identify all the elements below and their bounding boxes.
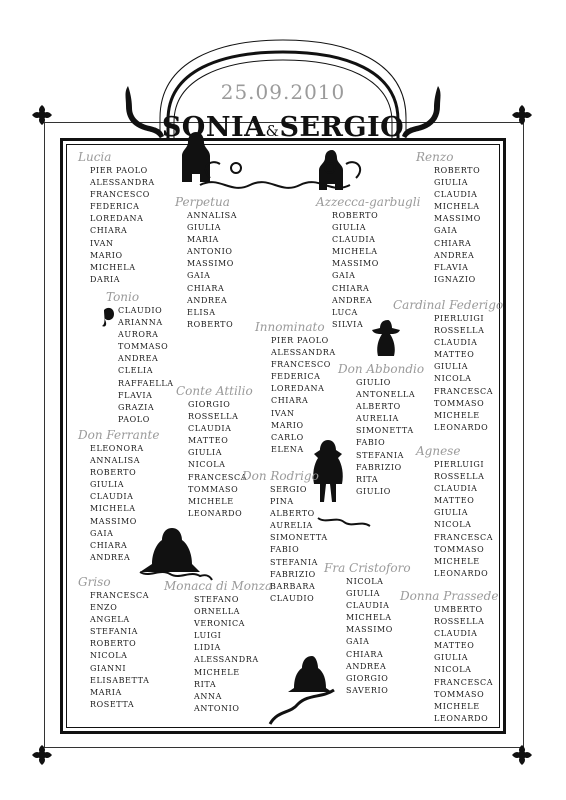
guest-name: PIERLUIGI [434, 314, 485, 323]
guest-name: GAIA [187, 271, 211, 281]
table-name: Perpetua [175, 195, 230, 209]
guest-name: ENZO [90, 603, 118, 613]
guest-name: GIULIO [356, 486, 391, 496]
guest-name: LUIGI [194, 631, 222, 641]
guest-name: SIMONETTA [356, 426, 414, 436]
guest-name: ALESSANDRA [271, 348, 336, 358]
guest-name: FRANCESCA [434, 386, 494, 396]
guest-name: ORNELLA [194, 607, 241, 617]
guest-name: NICOLA [434, 374, 472, 384]
guest-name: AURELIA [356, 414, 399, 424]
guest-name: FABRIZIO [270, 569, 316, 579]
guest-name: LEONARDO [434, 568, 489, 578]
guest-name: GIULIA [434, 508, 469, 518]
wedding-date: 25.09.2010 [220, 80, 346, 104]
guest-name: DARIA [90, 274, 121, 284]
guest-name: AURORA [118, 330, 159, 340]
guest-name: ROBERTO [187, 319, 234, 329]
table-name: Tonio [106, 290, 140, 304]
ampersand: & [265, 122, 280, 140]
guest-name: MICHELE [188, 496, 234, 506]
guest-name: CHIARA [187, 283, 225, 293]
guest-name: GIULIA [434, 178, 469, 188]
guest-name: ELISABETTA [90, 675, 150, 685]
guest-name: CHIARA [434, 238, 472, 248]
guest-name: CLAUDIA [434, 338, 478, 348]
guest-name: GIULIA [434, 653, 469, 663]
guest-name: CLAUDIA [332, 235, 376, 245]
table-tonio [106, 290, 174, 426]
guest-name: ROSSELLA [434, 472, 485, 482]
guest-name: GAIA [332, 271, 356, 281]
guest-name: CHIARA [90, 226, 128, 236]
table-name: Agnese [416, 444, 461, 458]
guest-name: FEDERICA [90, 202, 140, 212]
table-perpetua [175, 195, 237, 331]
guest-name: MICHELA [346, 613, 392, 623]
table-name: Fra Cristoforo [324, 561, 411, 575]
table-cardinal-federigo [393, 298, 503, 434]
guest-name: ROBERTO [90, 639, 137, 649]
guest-name: RAFFAELLA [118, 378, 174, 388]
guest-name: ANTONIO [187, 247, 233, 257]
guest-name: NICOLA [434, 665, 472, 675]
guest-name: CLAUDIA [346, 601, 390, 611]
guest-name: ARIANNA [118, 318, 163, 328]
guest-name: MASSIMO [346, 625, 393, 635]
guest-name: MICHELA [90, 262, 136, 272]
table-renzo [416, 150, 481, 286]
guest-name: MATTEO [434, 496, 475, 506]
guest-name: CHIARA [346, 649, 384, 659]
guest-name: LUCA [332, 307, 358, 317]
guest-name: CLAUDIO [118, 306, 163, 315]
table-name: Don Rodrigo [242, 469, 319, 483]
guest-name: LEONARDO [188, 508, 243, 518]
guest-name: ANDREA [346, 661, 387, 671]
guest-name: ANDREA [332, 295, 373, 305]
guest-name: PAOLO [118, 414, 150, 424]
guest-name: TOMMASO [434, 398, 485, 408]
guest-name: MICHELA [434, 202, 480, 212]
guest-name: GIULIA [90, 480, 125, 490]
guest-name: PIER PAOLO [271, 336, 329, 345]
guest-name: FRANCESCA [188, 472, 248, 482]
table-name: Don Abbondio [338, 362, 425, 376]
guest-name: MATTEO [434, 641, 475, 651]
guest-name: PINA [270, 497, 294, 507]
guest-name: ANTONIO [194, 703, 240, 713]
guest-name: ANDREA [118, 354, 159, 364]
guest-name: FRANCESCA [434, 677, 494, 687]
guest-name: STEFANIA [270, 557, 319, 567]
guest-name: GIULIA [188, 448, 223, 458]
guest-name: ROBERTO [90, 468, 137, 478]
guest-name: ELENA [271, 444, 304, 454]
guest-name: IGNAZIO [434, 274, 476, 284]
guest-name: ELEONORA [90, 444, 144, 453]
guest-name: STEFANO [194, 595, 240, 604]
guest-name: GIULIA [346, 589, 381, 599]
guest-name: FRANCESCA [434, 532, 494, 542]
guest-name: CLAUDIA [188, 424, 232, 434]
guest-name: MICHELE [434, 556, 480, 566]
guest-name: VERONICA [194, 619, 246, 629]
guest-name: MARIA [90, 687, 122, 697]
guest-name: MASSIMO [434, 214, 481, 224]
guest-name: CLAUDIA [434, 629, 478, 639]
guest-name: CHIARA [271, 396, 309, 406]
guest-name: TOMMASO [434, 689, 485, 699]
guest-name: MICHELE [434, 410, 480, 420]
guest-name: ROBERTO [434, 166, 481, 175]
guest-name: GIANNI [90, 663, 127, 673]
table-lucia [78, 150, 155, 286]
guest-name: MASSIMO [90, 516, 137, 526]
guest-name: LEONARDO [434, 713, 489, 723]
guest-name: MICHELA [90, 504, 136, 514]
table-don-rodrigo [242, 469, 328, 605]
guest-name: ALESSANDRA [90, 178, 155, 188]
table-griso [78, 575, 149, 711]
guest-name: CHIARA [332, 283, 370, 293]
guest-name: LIDIA [194, 643, 221, 653]
bride-name: SONIA [161, 112, 266, 143]
guest-name: STEFANIA [356, 450, 405, 460]
guest-name: ANDREA [187, 295, 228, 305]
guest-name: RITA [356, 474, 379, 484]
guest-name: TOMMASO [118, 342, 169, 352]
guest-name: NICOLA [188, 460, 226, 470]
guest-name: GAIA [434, 226, 458, 236]
guest-name: LOREDANA [90, 214, 144, 224]
guest-name: ANNA [194, 691, 222, 701]
guest-name: ANTONELLA [356, 390, 416, 400]
table-fra-cristoforo [324, 561, 411, 697]
table-name: Monaca di Monza [164, 579, 273, 593]
guest-name: FLAVIA [118, 390, 153, 400]
table-name: Don Ferrante [78, 428, 160, 442]
guest-name: SILVIA [332, 319, 364, 329]
guest-name: MICHELE [434, 701, 480, 711]
guest-name: BARBARA [270, 581, 316, 591]
guest-name: ROSSELLA [434, 617, 485, 627]
guest-name: GRAZIA [118, 402, 155, 412]
guest-name: GIORGIO [346, 673, 389, 683]
guest-name: FABIO [356, 438, 386, 448]
guest-name: ALBERTO [270, 509, 315, 519]
table-name: Donna Prassede [400, 589, 499, 603]
guest-name: MASSIMO [332, 259, 379, 269]
table-donna-prassede [400, 589, 498, 725]
guest-name: ANDREA [434, 250, 475, 260]
guest-name: ANNALISA [90, 456, 141, 466]
table-name: Azzecca-garbugli [316, 195, 421, 209]
guest-name: UMBERTO [434, 605, 483, 614]
guest-name: ROSSELLA [188, 412, 239, 422]
guest-name: ANGELA [90, 615, 130, 625]
guest-name: NICOLA [434, 520, 472, 530]
guest-name: LOREDANA [271, 384, 325, 394]
couple-names [0, 112, 566, 143]
guest-name: MARIO [271, 420, 304, 430]
guest-name: SAVERIO [346, 685, 389, 695]
guest-name: PIER PAOLO [90, 166, 148, 175]
guest-name: GIULIO [356, 378, 391, 387]
guest-name: CARLO [271, 432, 304, 442]
guest-name: AURELIA [270, 521, 313, 531]
guest-name: CLAUDIA [434, 484, 478, 494]
guest-name: SIMONETTA [270, 533, 328, 543]
guest-name: MICHELE [194, 667, 240, 677]
guest-name: FRANCESCO [271, 360, 331, 370]
guest-name: CLELIA [118, 366, 154, 376]
guest-name: NICOLA [90, 651, 128, 661]
guest-name: ROSETTA [90, 699, 135, 709]
guest-name: MARIA [187, 235, 219, 245]
table-name: Griso [78, 575, 111, 589]
table-don-ferrante [78, 428, 159, 564]
guest-name: PIERLUIGI [434, 460, 485, 469]
guest-name: CHIARA [90, 540, 128, 550]
guest-name: GAIA [90, 528, 114, 538]
guest-name: ALESSANDRA [194, 655, 259, 665]
table-name: Innominato [255, 320, 325, 334]
guest-name: GIULIA [332, 223, 367, 233]
table-name: Renzo [416, 150, 454, 164]
guest-name: FRANCESCA [90, 591, 150, 600]
guest-name: CLAUDIO [270, 593, 315, 603]
guest-name: MATTEO [434, 350, 475, 360]
guest-name: GIULIA [434, 362, 469, 372]
table-name: Cardinal Federigo [393, 298, 504, 312]
guest-name: ALBERTO [356, 402, 401, 412]
guest-name: NICOLA [346, 577, 384, 586]
guest-name: LEONARDO [434, 422, 489, 432]
guest-name: MARIO [90, 250, 123, 260]
guest-name: FABRIZIO [356, 462, 402, 472]
table-name: Conte Attilio [176, 384, 253, 398]
guest-name: IVAN [90, 238, 114, 248]
guest-name: GAIA [346, 637, 370, 647]
guest-name: GIORGIO [188, 400, 231, 409]
guest-name: ROSSELLA [434, 326, 485, 336]
guest-name: ANDREA [90, 552, 131, 562]
guest-name: TOMMASO [188, 484, 239, 494]
table-innominato [255, 320, 336, 456]
guest-name: STEFANIA [90, 627, 139, 637]
guest-name: FABIO [270, 545, 300, 555]
guest-name: RITA [194, 679, 217, 689]
guest-name: ANNALISA [187, 211, 238, 220]
guest-name: FEDERICA [271, 372, 321, 382]
guest-name: FLAVIA [434, 262, 469, 272]
guest-name: FRANCESCO [90, 190, 150, 200]
guest-name: IVAN [271, 408, 295, 418]
guest-name: CLAUDIA [90, 492, 134, 502]
guest-name: ROBERTO [332, 211, 379, 220]
guest-name: TOMMASO [434, 544, 485, 554]
table-agnese [416, 444, 493, 580]
guest-name: GIULIA [187, 223, 222, 233]
guest-name: CLAUDIA [434, 190, 478, 200]
guest-name: ELISA [187, 307, 216, 317]
guest-name: MICHELA [332, 247, 378, 257]
table-name: Lucia [78, 150, 112, 164]
guest-name: SERGIO [270, 485, 308, 494]
guest-name: MASSIMO [187, 259, 234, 269]
groom-name: SERGIO [279, 112, 405, 143]
guest-name: MATTEO [188, 436, 229, 446]
